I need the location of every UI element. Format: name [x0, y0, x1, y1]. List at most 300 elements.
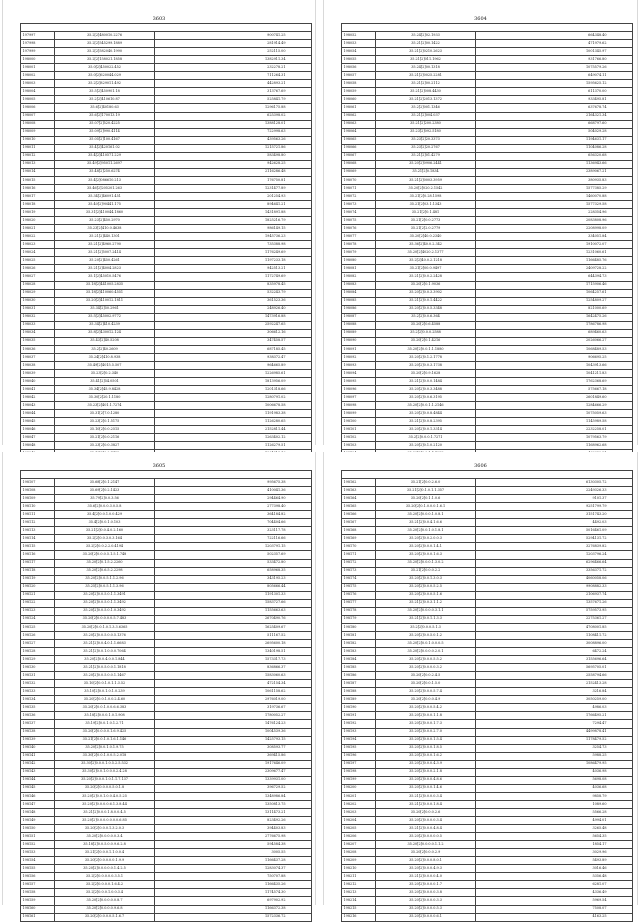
row-id-cell: 198150: [21, 825, 55, 833]
row-id-cell: 198076: [342, 225, 376, 233]
code-cell: 35.09[2]990.4114: [55, 128, 155, 136]
code-cell: 35.21[2]0.0.0.2.2: [376, 567, 476, 575]
table-row: [21, 337, 312, 345]
value-cell: 1425793.15: [155, 736, 312, 744]
table-row: [342, 32, 633, 40]
table-row: [342, 88, 633, 96]
row-id-cell: 198063: [342, 120, 376, 128]
code-cell: 35.21[2]0.0.4.0.1.1.6683: [55, 639, 155, 647]
row-id-cell: 198188: [342, 688, 376, 696]
row-id-cell: 198067: [342, 152, 376, 160]
table-row: [21, 768, 312, 776]
data-table: [341, 23, 633, 475]
row-id-cell: 198087: [342, 313, 376, 321]
row-id-cell: 198024: [21, 249, 55, 257]
table-row: [342, 760, 633, 768]
row-id-cell: 198131: [21, 672, 55, 680]
code-cell: 35.49[2]4015.5.507: [55, 361, 155, 369]
code-cell: 35.21[2]0.0.0.0.3.4: [376, 792, 476, 800]
row-id-cell: 198180: [342, 623, 376, 631]
code-cell: 35.20[2]0.0.0.5.7.4: [376, 688, 476, 696]
table-row: [21, 128, 312, 136]
code-cell: 35.21[2]0210.2623: [376, 48, 476, 56]
value-cell: 2670490.76: [155, 615, 312, 623]
row-id-cell: 198209: [342, 857, 376, 865]
table-row: [342, 583, 633, 591]
table-row: [21, 305, 312, 313]
code-cell: 35.21[2]0.1.0.1.1.357: [376, 487, 476, 495]
value-cell: 2164321.34: [476, 112, 633, 120]
row-id-cell: 198153: [21, 849, 55, 857]
row-id-cell: 198199: [342, 776, 376, 784]
code-cell: 35.2[2]545299.1889: [55, 40, 155, 48]
value-cell: 1382911.34: [155, 56, 312, 64]
table-row: [342, 817, 633, 825]
table-row: [21, 273, 312, 281]
table-row: [21, 672, 312, 680]
row-id-cell: 198119: [21, 575, 55, 583]
row-id-cell: 198016: [21, 184, 55, 192]
code-cell: 35.21[2]0.0.3.1.1.2: [376, 599, 476, 607]
table-row: [342, 353, 633, 361]
row-id-cell: 198008: [21, 120, 55, 128]
row-id-cell: 198198: [342, 768, 376, 776]
value-cell: 2249326.33: [476, 487, 633, 495]
row-id-cell: 198027: [21, 273, 55, 281]
table-row: [21, 386, 312, 394]
table-row: [342, 337, 633, 345]
table-row: [21, 281, 312, 289]
table-row: [21, 487, 312, 495]
value-cell: 1254809.27: [476, 297, 633, 305]
data-table: [20, 470, 312, 922]
table-row: [21, 897, 312, 905]
row-id-cell: 198005: [21, 96, 55, 104]
value-cell: 1473916.88: [155, 313, 312, 321]
value-cell: 6130305.72: [476, 479, 633, 487]
value-cell: 1174574.30: [155, 889, 312, 897]
value-cell: 394403.83: [155, 825, 312, 833]
value-cell: 687185.45: [155, 345, 312, 353]
row-id-cell: 198172: [342, 559, 376, 567]
value-cell: 3216.84: [476, 688, 633, 696]
code-cell: 35.20[2]0.0.0.1.3.0.2: [376, 559, 476, 567]
value-cell: 1572336.72: [155, 913, 312, 921]
code-cell: 35.20[2]0.0.5.0.1.1.3491: [55, 591, 155, 599]
row-id-cell: 198158: [21, 889, 55, 897]
value-cell: 5969.54: [476, 897, 633, 905]
row-id-cell: 198207: [342, 841, 376, 849]
value-cell: 4986.03: [476, 704, 633, 712]
code-cell: 35.21[2]0.28.1598: [376, 192, 476, 200]
table-row: [342, 656, 633, 664]
row-id-cell: 198054: [342, 48, 376, 56]
value-cell: 6281.07: [476, 881, 633, 889]
table-row: [342, 559, 633, 567]
row-id-cell: 197998: [21, 40, 55, 48]
value-cell: 228354.96: [476, 209, 633, 217]
table-row: [342, 72, 633, 80]
value-cell: 1215721.86: [155, 144, 312, 152]
row-id-cell: 198171: [342, 551, 376, 559]
code-cell: 35.20[2]0.0.0.0.1.1.2: [376, 841, 476, 849]
table-row: [21, 410, 312, 418]
row-id-cell: 198201: [342, 792, 376, 800]
row-id-cell: 198142: [21, 760, 55, 768]
row-id-cell: 198117: [21, 559, 55, 567]
table-row: [21, 744, 312, 752]
value-cell: 308593.77: [155, 744, 312, 752]
value-cell: 836866.37: [155, 664, 312, 672]
value-cell: 1194631.17: [476, 136, 633, 144]
table-header-row: [342, 24, 633, 32]
row-id-cell: 198075: [342, 217, 376, 225]
value-cell: 1172749.69: [155, 273, 312, 281]
value-cell: 1577385.29: [476, 184, 633, 192]
code-cell: 35.23[2]450.2970: [55, 217, 155, 225]
code-cell: 35.0[2]450022.452: [55, 64, 155, 72]
value-cell: 343195.23: [155, 575, 312, 583]
code-cell: 35.20[2]0.1.4216: [376, 337, 476, 345]
value-cell: 3155696.64: [476, 656, 633, 664]
table-row: [342, 289, 633, 297]
row-id-cell: 198017: [21, 192, 55, 200]
code-cell: 35.20[2]0.0.1.1.2146: [376, 402, 476, 410]
row-id-cell: 198011: [21, 144, 55, 152]
code-cell: 35.20[2]0.0.0.0.0.5: [376, 833, 476, 841]
row-id-cell: 198187: [342, 680, 376, 688]
code-cell: 35.21[2]0.0.0.1484: [376, 378, 476, 386]
value-cell: 2695600.18: [155, 639, 312, 647]
value-cell: 532243.79: [155, 289, 312, 297]
row-id-cell: 198160: [21, 905, 55, 913]
table-row: [21, 865, 312, 873]
value-cell: 1280791.02: [155, 394, 312, 402]
row-id-cell: 198078: [342, 241, 376, 249]
value-cell: 668797.60: [476, 120, 633, 128]
value-cell: 4492.03: [476, 519, 633, 527]
table-row: [21, 64, 312, 72]
table-row: [21, 378, 312, 386]
value-cell: 2409728.22: [476, 265, 633, 273]
code-cell: 35.19[2]0.0.1.0.1.2.71: [55, 720, 155, 728]
code-cell: 35.21[2]440.1301: [55, 233, 155, 241]
row-id-cell: 198205: [342, 825, 376, 833]
code-cell: 35.20[2]0.0.0.0.6.1.3.8.44: [55, 800, 155, 808]
value-cell: 1340198.51: [155, 648, 312, 656]
row-id-cell: 198090: [342, 337, 376, 345]
value-cell: 1431891.88: [155, 209, 312, 217]
table-header: [342, 24, 633, 32]
value-cell: 2776675.98: [155, 833, 312, 841]
value-cell: 1339931.00: [155, 776, 312, 784]
table-row: [21, 688, 312, 696]
table-row: [21, 656, 312, 664]
table-row: [21, 857, 312, 865]
row-id-cell: 198110: [21, 503, 55, 511]
value-cell: 611370.00: [476, 88, 633, 96]
table-row: [342, 696, 633, 704]
table-row: [342, 370, 633, 378]
row-id-cell: 198099: [342, 410, 376, 418]
code-cell: 35.21[2]0.1.481: [376, 209, 476, 217]
code-cell: 35.21[2]0.0.0.4.8.4: [376, 825, 476, 833]
table-row: [342, 160, 633, 168]
table-row: [21, 800, 312, 808]
row-id-cell: 198114: [21, 535, 55, 543]
row-id-cell: 198083: [342, 281, 376, 289]
row-id-cell: 198147: [21, 800, 55, 808]
table-row: [342, 112, 633, 120]
value-cell: 410041.36: [155, 487, 312, 495]
code-cell: 35.23[2]0.1.5175: [55, 418, 155, 426]
row-id-cell: 198003: [21, 80, 55, 88]
code-cell: 35.20[2]0.0.0.0.1.6.9.425: [55, 728, 155, 736]
table-row: [342, 825, 633, 833]
value-cell: 2275361.27: [476, 615, 633, 623]
row-id-cell: 198100: [342, 418, 376, 426]
table-row: [21, 543, 312, 551]
value-cell: 906695.25: [476, 353, 633, 361]
row-id-cell: 198133: [21, 688, 55, 696]
table-row: [342, 720, 633, 728]
value-cell: 1231477.89: [155, 184, 312, 192]
row-id-cell: 198059: [342, 88, 376, 96]
value-cell: 4036.68: [476, 784, 633, 792]
table-row: [342, 104, 633, 112]
row-id-cell: 198036: [21, 345, 55, 353]
value-cell: 2083808.96: [476, 217, 633, 225]
table-row: [21, 905, 312, 913]
code-cell: 35.30[2]0.0.0.1.0.5.2.5.532: [55, 760, 155, 768]
value-cell: 525841.79: [155, 96, 312, 104]
table-row: [342, 495, 633, 503]
table-row: [21, 96, 312, 104]
code-cell: 35.20[2]0.0.0.4.3.9: [376, 760, 476, 768]
code-cell: 35.21[2]0.0.0.1.8.4: [376, 800, 476, 808]
row-id-cell: 198176: [342, 591, 376, 599]
row-id-cell: 198077: [342, 233, 376, 241]
table-row: [342, 897, 633, 905]
table-row: [21, 519, 312, 527]
table-row: [21, 233, 312, 241]
row-id-cell: 198019: [21, 209, 55, 217]
row-id-cell: 198179: [342, 615, 376, 623]
code-cell: 35.20[2]0.0.5.0.1.0.3492: [55, 607, 155, 615]
code-cell: 35.21[2]200.2380: [376, 120, 476, 128]
value-cell: 4163.25: [476, 913, 633, 921]
row-id-cell: 198034: [21, 329, 55, 337]
code-cell: 35.20[2]0.0.0.1.1.8: [376, 712, 476, 720]
table-row: [342, 201, 633, 209]
table-row: [21, 527, 312, 535]
table-row: [21, 728, 312, 736]
code-cell: 35.20[2]0.0.2.0.0.3: [376, 535, 476, 543]
table-row: [342, 889, 633, 897]
value-cell: 511167.52: [155, 631, 312, 639]
code-cell: 35.20[2]0.0.0.4.8.6: [376, 776, 476, 784]
row-id-cell: 198177: [342, 599, 376, 607]
code-cell: 35.2[2]0.0.3.0.3.164: [55, 535, 155, 543]
value-cell: 1203796.24: [476, 551, 633, 559]
code-cell: 35.20[2]020.2.1542: [376, 184, 476, 192]
table-row: [21, 479, 312, 487]
code-cell: 35.0[2]620044.029: [55, 72, 155, 80]
value-cell: 835978.45: [155, 281, 312, 289]
value-cell: 1625409.67: [155, 623, 312, 631]
table-row: [342, 881, 633, 889]
code-cell: 35.10[2]0.0.1.0.1.1.3.52: [55, 680, 155, 688]
code-cell: 35.21[2]03.1.1343: [376, 201, 476, 209]
row-id-cell: 198022: [21, 233, 55, 241]
table-row: [342, 426, 633, 434]
table-row: [342, 48, 633, 56]
value-cell: 704404.66: [155, 519, 312, 527]
row-id-cell: 198060: [342, 96, 376, 104]
table-row: [342, 273, 633, 281]
code-cell: 35.48[2]250.6274: [55, 168, 155, 176]
table-row: [342, 768, 633, 776]
row-id-cell: 198002: [21, 72, 55, 80]
code-cell: 35.2[2]0.0.6.364: [376, 313, 476, 321]
code-cell: 35.21[2]0003.3959: [376, 176, 476, 184]
row-id-cell: 198190: [342, 704, 376, 712]
table-row: [342, 136, 633, 144]
row-id-cell: 198097: [342, 394, 376, 402]
table-row: [342, 535, 633, 543]
table-header-row: [342, 471, 633, 479]
code-cell: 35.23[2]401.1.7274: [55, 402, 155, 410]
code-cell: 35.69[2]0.2.1423: [55, 487, 155, 495]
code-cell: 35.20[2]0.0.1.0.1.3.3.6365: [55, 623, 155, 631]
value-cell: 1226985.61: [155, 370, 312, 378]
code-cell: 35.20[2]0.0.1.0.1.8.1: [376, 527, 476, 535]
value-cell: 1917646.09: [155, 760, 312, 768]
table-row: [342, 800, 633, 808]
row-id-cell: 198042: [21, 394, 55, 402]
code-cell: 35.20[2]0.0.4.0.0.1.844: [55, 656, 155, 664]
table-row: [342, 615, 633, 623]
row-id-cell: 198030: [21, 297, 55, 305]
code-cell: 35.20[2]0.0.8.4844: [376, 410, 476, 418]
code-cell: 35.20[2]0.1.0.2120: [376, 442, 476, 450]
table-row: [21, 56, 312, 64]
value-cell: 649074.11: [476, 72, 633, 80]
code-cell: 35.18[2]410060.4551: [55, 289, 155, 297]
code-cell: 35.20[2]0.1.5.2.2260: [55, 559, 155, 567]
value-cell: 942513.21: [155, 265, 312, 273]
value-cell: 1766495.21: [476, 712, 633, 720]
code-cell: 35.6[2]40180.63: [55, 104, 155, 112]
value-cell: 4994.01: [476, 817, 633, 825]
code-cell: 35.20[2]0.0.5.0.1.1.3492: [55, 599, 155, 607]
table-row: [21, 201, 312, 209]
table-row: [342, 313, 633, 321]
table-row: [21, 591, 312, 599]
table-row: [21, 760, 312, 768]
table-row: [342, 551, 633, 559]
table-row: [21, 402, 312, 410]
table-row: [342, 511, 633, 519]
code-cell: 35.20[2]0.9.1628: [376, 370, 476, 378]
value-cell: 1041211.83: [476, 370, 633, 378]
value-cell: 1061158.62: [155, 688, 312, 696]
value-cell: 1136943.66: [476, 160, 633, 168]
table-row: [21, 575, 312, 583]
table-row: [21, 225, 312, 233]
code-cell: 35.20[2]0.0.0.1.3.2.0.3: [55, 825, 155, 833]
table-row: [342, 873, 633, 881]
row-id-cell: 198166: [342, 511, 376, 519]
code-cell: 35.20[2]0.0.0.0.5.1.6.7: [55, 913, 155, 921]
code-cell: 35.20[2]450.4261: [55, 257, 155, 265]
table-row: [342, 808, 633, 816]
row-id-cell: 198129: [21, 656, 55, 664]
code-cell: 35.20[2]0.0.0.0.1.7: [376, 881, 476, 889]
row-id-cell: 198212: [342, 881, 376, 889]
value-cell: 1086479.95: [476, 760, 633, 768]
value-cell: 1201318.66: [155, 386, 312, 394]
table-row: [21, 599, 312, 607]
row-id-cell: 198148: [21, 808, 55, 816]
value-cell: 1004539.36: [155, 728, 312, 736]
value-cell: 711264.31: [155, 72, 312, 80]
value-cell: 894641.21: [155, 201, 312, 209]
value-cell: 1348986.84: [155, 792, 312, 800]
table-row: [342, 120, 633, 128]
code-cell: 35.8[2]430012.124: [55, 329, 155, 337]
code-cell: 35.68[2]0.1.2147: [55, 479, 155, 487]
table-row: [21, 361, 312, 369]
table-row: [21, 841, 312, 849]
code-cell: 35.24[2]02.1933: [376, 32, 476, 40]
code-cell: 35.2[2]0.0.0.1.0.0.3.4: [55, 889, 155, 897]
code-cell: 35.20[2]0.0.0.1.6.3: [376, 551, 476, 559]
row-id-cell: 198102: [342, 434, 376, 442]
row-id-cell: 198001: [21, 64, 55, 72]
row-id-cell: 198144: [21, 776, 55, 784]
value-cell: 1075579.26: [476, 64, 633, 72]
row-id-cell: 198082: [342, 273, 376, 281]
code-cell: 35.20[2]0.0.0.2.1.8: [376, 768, 476, 776]
table-row: [21, 720, 312, 728]
value-cell: 5988.25: [476, 752, 633, 760]
table-row: [21, 152, 312, 160]
table-row: [342, 865, 633, 873]
table-row: [342, 728, 633, 736]
code-cell: 35.20[2]0.0.0.4.9: [376, 696, 476, 704]
row-id-cell: 198108: [21, 487, 55, 495]
row-id-cell: 198015: [21, 176, 55, 184]
code-cell: 35.20[2]0.0.0.0.3.3: [376, 897, 476, 905]
table-row: [21, 265, 312, 273]
table-row: [21, 257, 312, 265]
row-id-cell: 198206: [342, 833, 376, 841]
code-cell: 35.20[2]0.0.3.1738: [376, 361, 476, 369]
table-row: [21, 551, 312, 559]
code-cell: 35.20[2]410012.1811: [55, 297, 155, 305]
code-cell: 35.18[2]0.0.5.0.0.9.6.2.8: [55, 841, 155, 849]
table-row: [342, 305, 633, 313]
row-id-cell: 198182: [342, 639, 376, 647]
code-cell: 35.20[2]0.1.2.1778: [376, 353, 476, 361]
table-row: [342, 418, 633, 426]
code-cell: 35.10[2]0.0.2515: [55, 426, 155, 434]
code-cell: 35.20[2]0.0.0.0.6.1: [376, 913, 476, 921]
table-row: [342, 209, 633, 217]
row-id-cell: 198167: [342, 519, 376, 527]
table-row: [21, 88, 312, 96]
